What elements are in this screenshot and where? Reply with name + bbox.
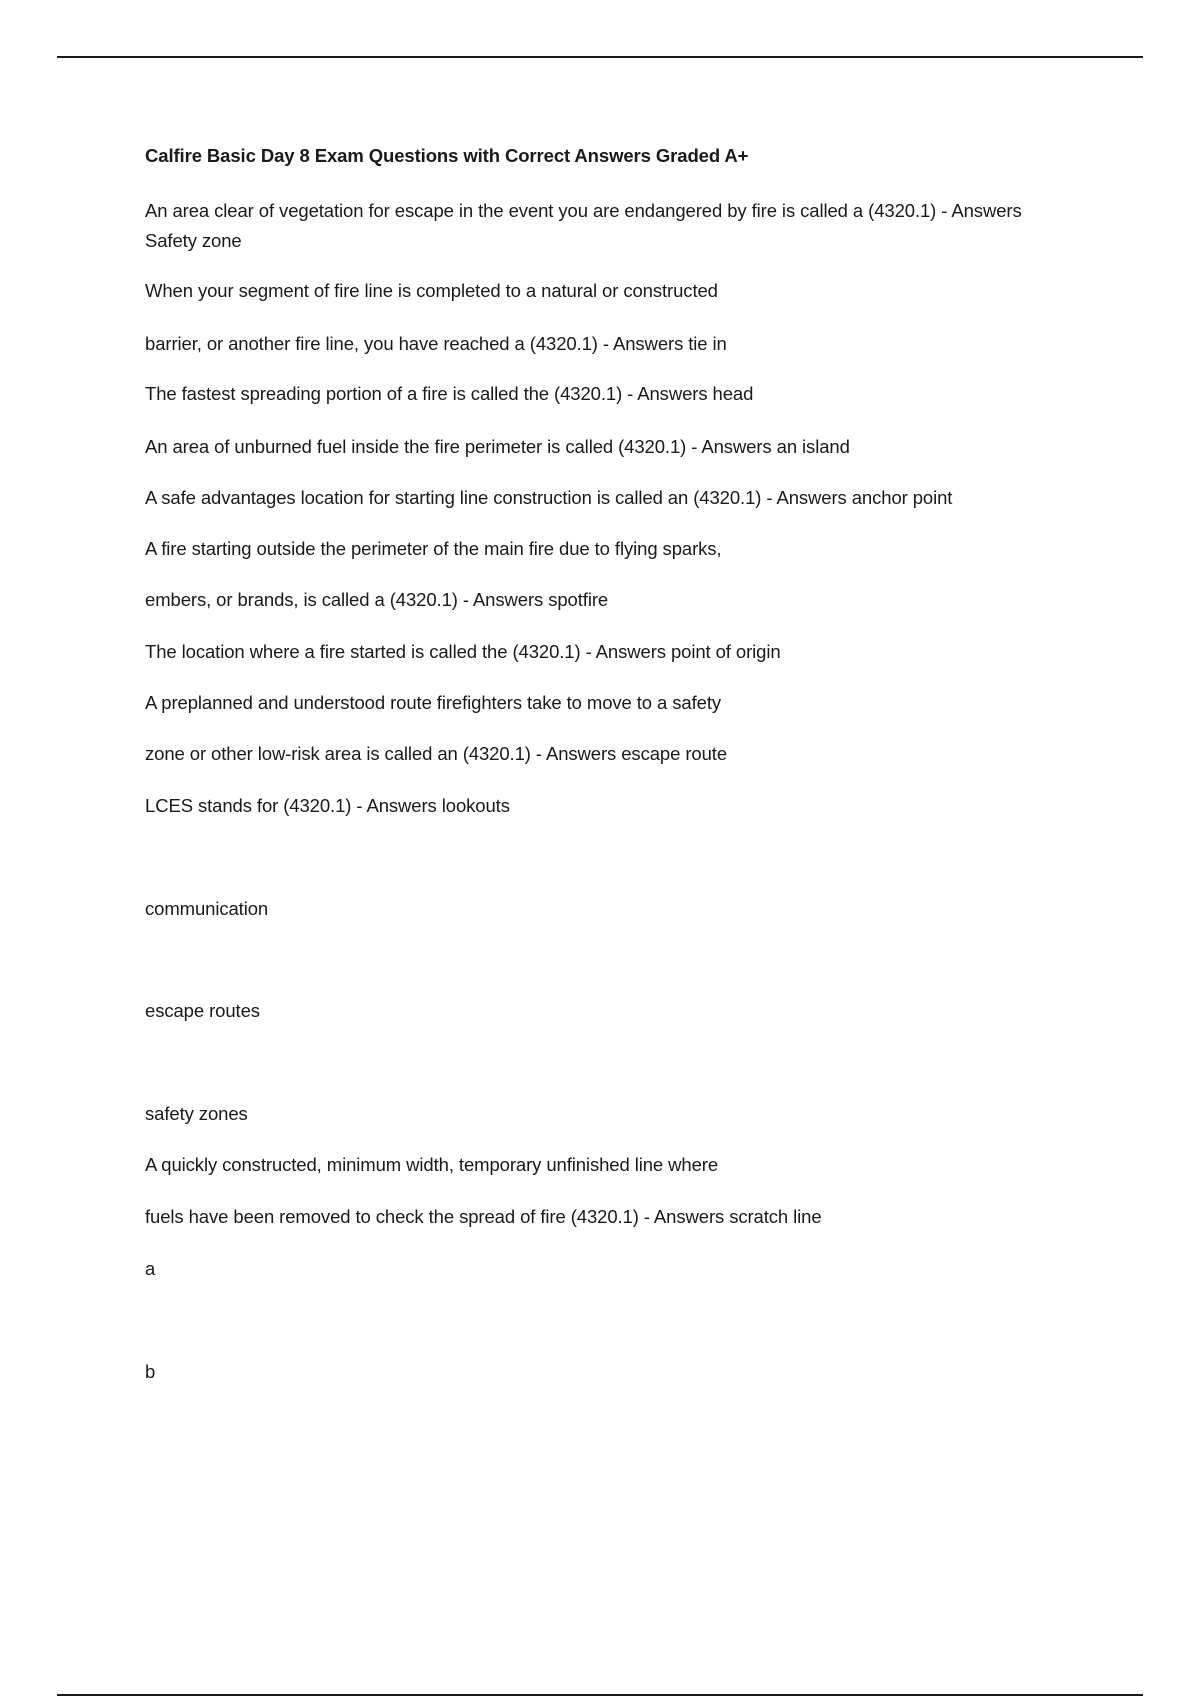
text-line: A safe advantages location for starting line construction is called an (4320.1) - Answers anchor point xyxy=(145,487,953,508)
text-line: escape routes xyxy=(145,1000,260,1021)
text-line: An area clear of vegetation for escape in the event you are endangered by fire is called a (4320.1) - Answers Safety zone xyxy=(145,200,1022,251)
text-line: When your segment of fire line is completed to a natural or constructed xyxy=(145,280,718,301)
text-line: a xyxy=(145,1258,156,1279)
text-line: A quickly constructed, minimum width, temporary unfinished line where xyxy=(145,1154,719,1175)
text-line: The fastest spreading portion of a fire is called the (4320.1) - Answers head xyxy=(145,383,754,404)
text-line: LCES stands for (4320.1) - Answers lookouts xyxy=(145,795,510,816)
text-line: safety zones xyxy=(145,1103,248,1124)
document-title: Calfire Basic Day 8 Exam Questions with Correct Answers Graded A+ xyxy=(145,145,749,166)
text-line: zone or other low-risk area is called an (4320.1) - Answers escape route xyxy=(145,743,728,764)
text-line: fuels have been removed to check the spread of fire (4320.1) - Answers scratch line xyxy=(145,1206,822,1227)
text-line: A preplanned and understood route firefighters take to move to a safety xyxy=(145,692,722,713)
text-line: embers, or brands, is called a (4320.1) - Answers spotfire xyxy=(145,589,609,610)
text-line: communication xyxy=(145,898,269,919)
text-line: A fire starting outside the perimeter of the main fire due to flying sparks, xyxy=(145,538,722,559)
text-line: barrier, or another fire line, you have reached a (4320.1) - Answers tie in xyxy=(145,333,727,354)
text-line: The location where a fire started is called the (4320.1) - Answers point of origin xyxy=(145,641,781,662)
footer-rule xyxy=(57,1694,1143,1696)
header-rule xyxy=(57,56,1143,58)
text-line: An area of unburned fuel inside the fire perimeter is called (4320.1) - Answers an island xyxy=(145,436,850,457)
text-line: b xyxy=(145,1361,156,1382)
